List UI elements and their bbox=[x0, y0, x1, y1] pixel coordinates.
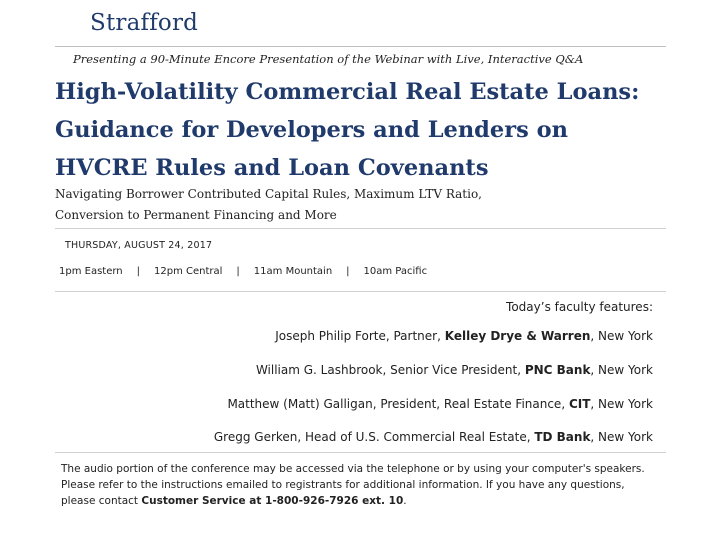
faculty-name-title: Joseph Philip Forte, Partner, bbox=[275, 329, 445, 343]
times-divider bbox=[55, 291, 666, 292]
time-eastern: 1pm Eastern bbox=[59, 266, 123, 277]
faculty-item bbox=[227, 397, 653, 411]
faculty-location: , New York bbox=[590, 329, 653, 343]
time-central: 12pm Central bbox=[154, 266, 223, 277]
faculty-name-title: Matthew (Matt) Galligan, President, Real Estate Finance, bbox=[227, 397, 569, 411]
faculty-name-title: William G. Lashbrook, Senior Vice President, bbox=[255, 363, 525, 377]
header-divider bbox=[55, 46, 666, 47]
title-line-1: High-Volatility Commercial Real Estate Loans: bbox=[55, 79, 640, 105]
time-separator: | bbox=[346, 266, 350, 277]
faculty-heading: Today’s faculty features: bbox=[506, 300, 653, 314]
faculty-location: , New York bbox=[590, 363, 653, 377]
faculty-organization: CIT bbox=[568, 397, 591, 411]
subtitle-line-1: Navigating Borrower Contributed Capital Rules, Maximum LTV Ratio, bbox=[55, 187, 482, 201]
presenting-tagline: Presenting a 90-Minute Encore Presentation of the Webinar with Live, Interactive Q&A bbox=[73, 52, 584, 66]
faculty-item bbox=[275, 329, 653, 343]
time-separator: | bbox=[136, 266, 141, 277]
faculty-item bbox=[256, 363, 653, 377]
audio-instructions-text: The audio portion of the conference may be accessed via the telephone or by using your computer's speakers. Please refer to the instructions emailed to registrants for additional information. If you have any questions, please contact bbox=[61, 463, 645, 507]
event-date: THURSDAY, AUGUST 24, 2017 bbox=[65, 240, 213, 251]
faculty-location: , New York bbox=[590, 430, 653, 444]
subtitle-line-2: Conversion to Permanent Financing and More bbox=[55, 208, 337, 222]
faculty-item bbox=[214, 430, 653, 444]
subtitle-divider bbox=[55, 228, 666, 229]
audio-instructions bbox=[61, 461, 661, 509]
title-line-3: HVCRE Rules and Loan Covenants bbox=[55, 155, 489, 181]
faculty-organization: TD Bank bbox=[534, 430, 591, 444]
customer-service-contact: Customer Service at 1-800-926-7926 ext. 10 bbox=[141, 495, 404, 507]
faculty-location: , New York bbox=[590, 397, 653, 411]
time-pacific: 10am Pacific bbox=[363, 266, 428, 277]
faculty-organization: Kelley Drye & Warren bbox=[444, 329, 591, 343]
time-mountain: 11am Mountain bbox=[253, 266, 333, 277]
page-subtitle bbox=[55, 184, 675, 226]
faculty-name-title: Gregg Gerken, Head of U.S. Commercial Real Estate, bbox=[213, 430, 535, 444]
footer-period: . bbox=[403, 495, 407, 507]
event-times bbox=[59, 266, 427, 277]
faculty-organization: PNC Bank bbox=[524, 363, 591, 377]
title-line-2: Guidance for Developers and Lenders on bbox=[55, 117, 568, 143]
page-title bbox=[55, 73, 695, 187]
time-separator: | bbox=[236, 266, 240, 277]
footer-divider bbox=[55, 452, 666, 453]
strafford-logo: Strafford bbox=[90, 10, 199, 36]
